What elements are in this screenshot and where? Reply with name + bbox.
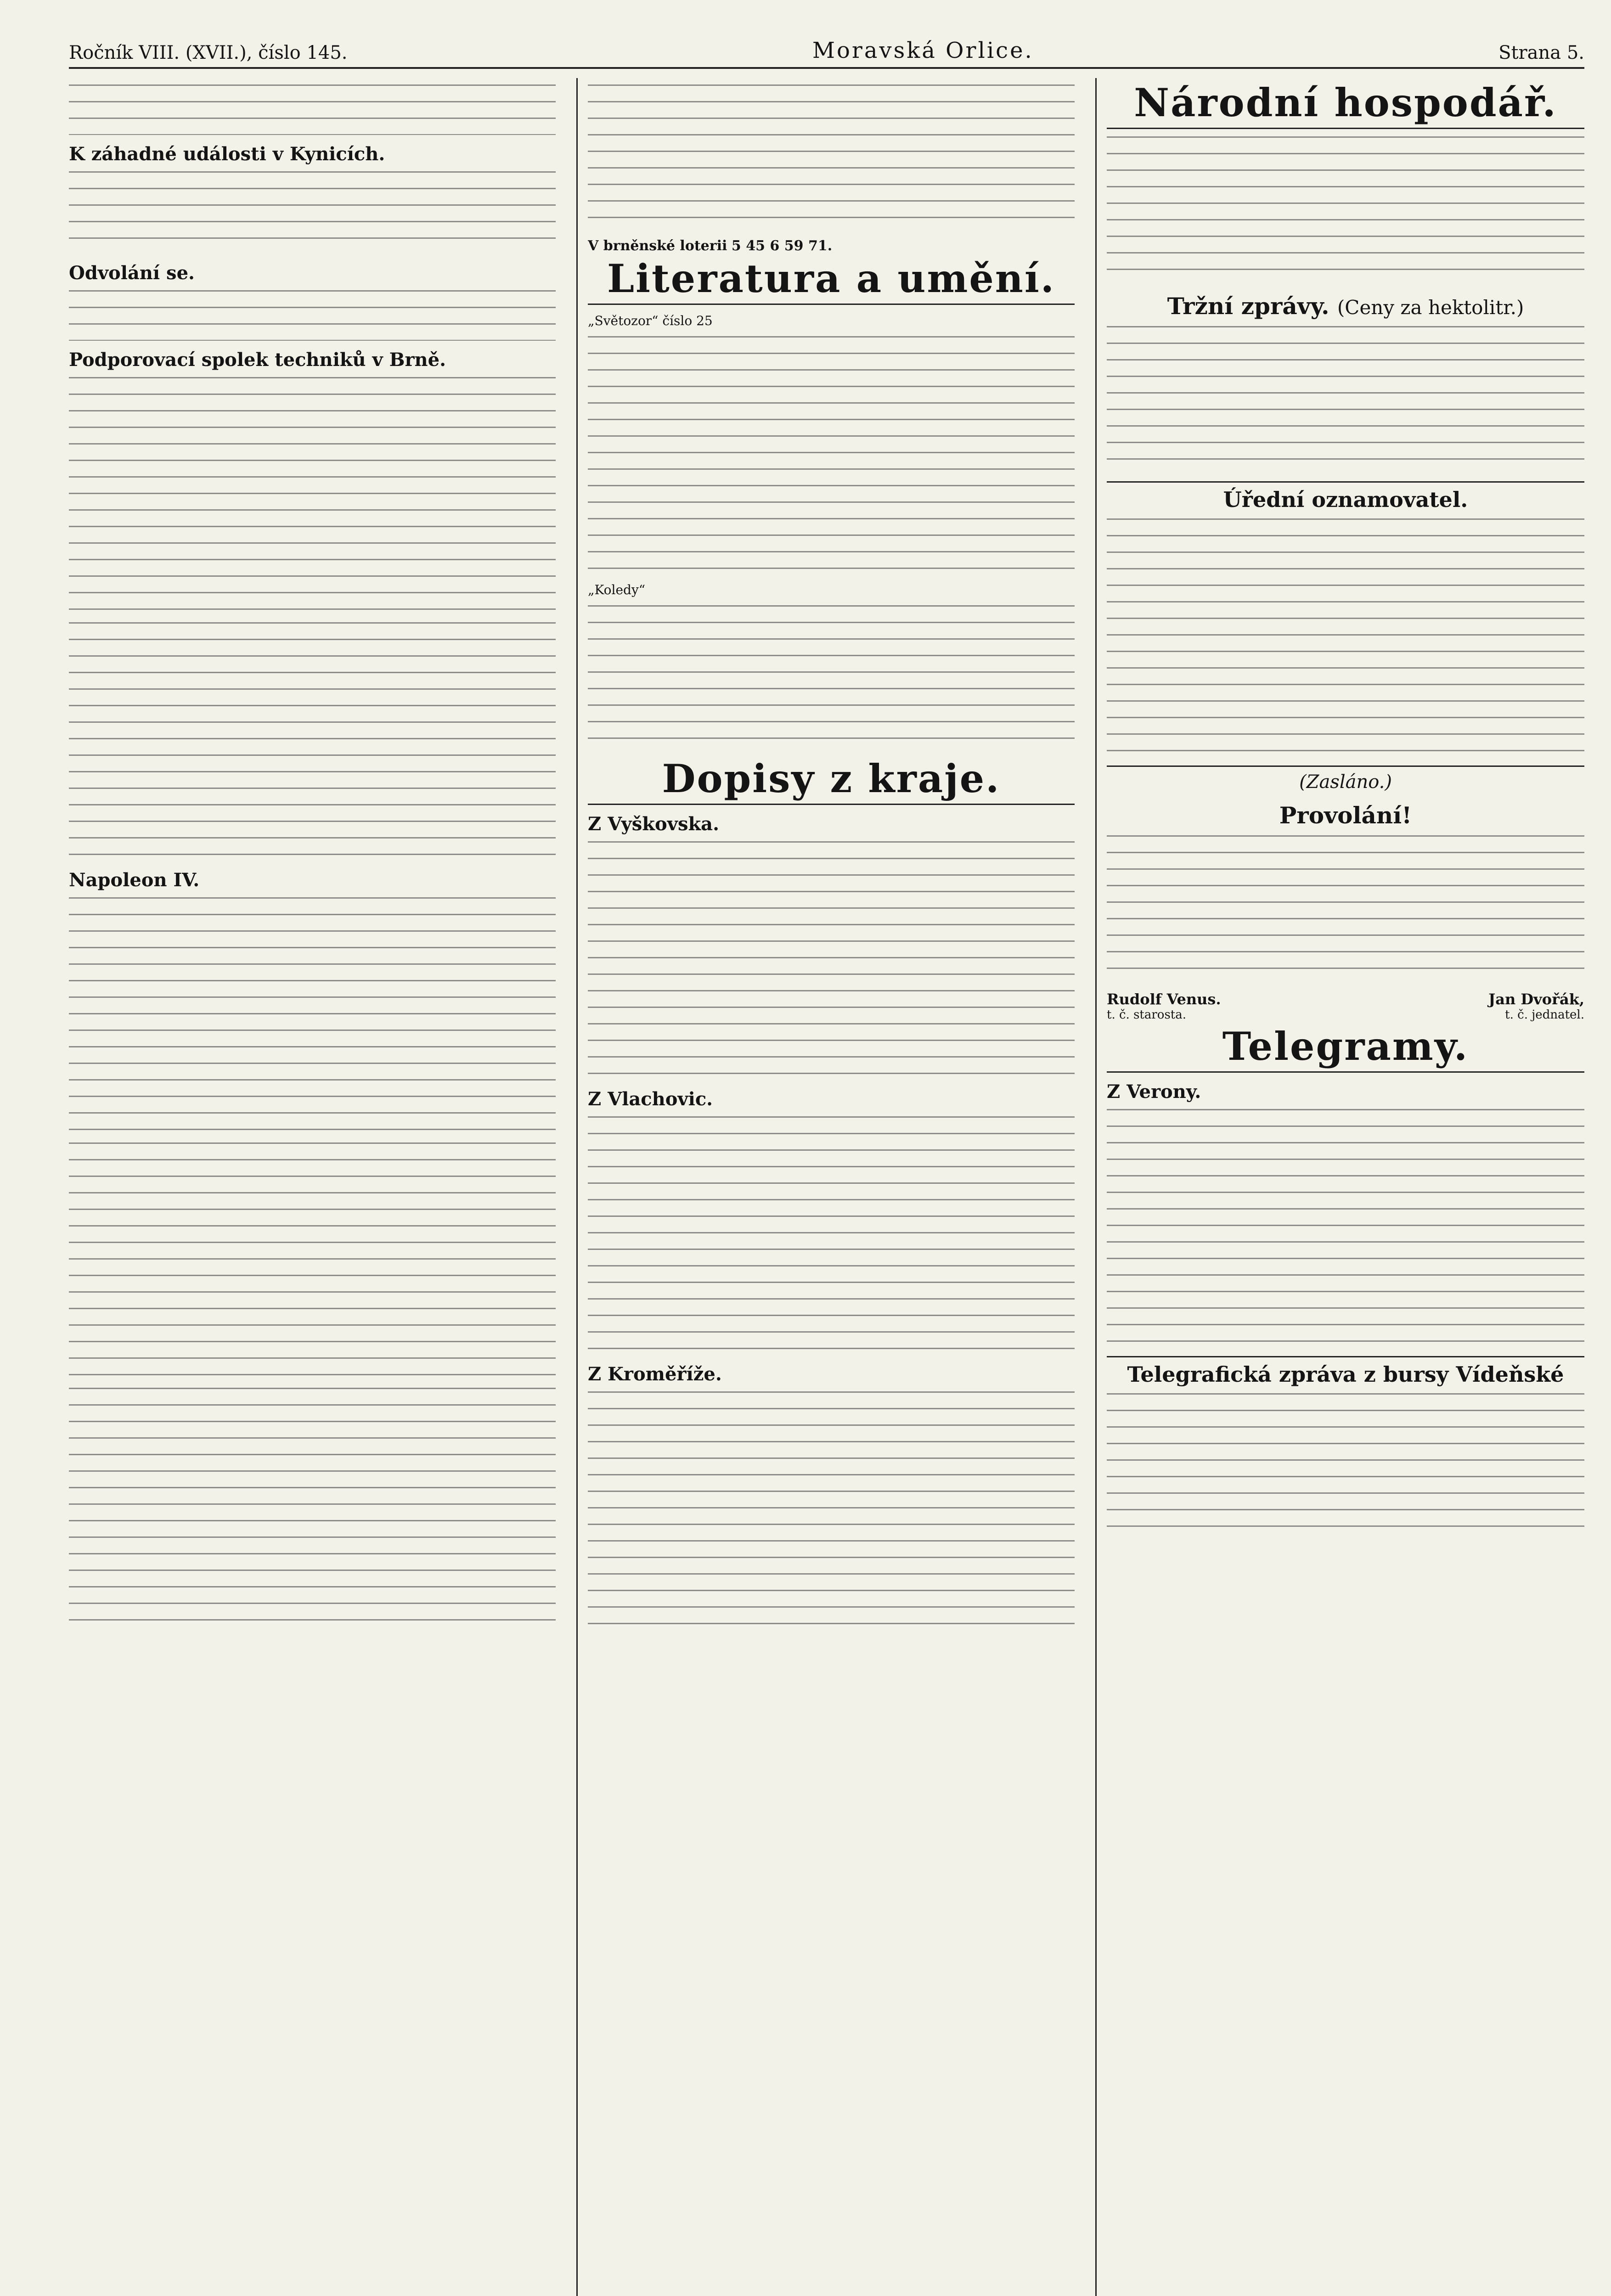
section-heading: Národní hospodář. [1107, 83, 1584, 129]
text-block [588, 336, 1075, 575]
page-header [69, 32, 1584, 69]
text-block [1107, 1393, 1584, 1540]
column-3 [1107, 78, 1584, 2296]
article-heading: Z Vyškovska. [588, 813, 720, 835]
text-block [69, 290, 556, 341]
text-block [588, 1116, 1075, 1355]
column-rule [576, 78, 578, 2296]
text-block [69, 171, 556, 254]
text-block [1107, 518, 1584, 757]
article-heading: Z Verony. [1107, 1081, 1201, 1103]
signature-right: Jan Dvořák, [1488, 990, 1584, 1008]
text-block [1107, 326, 1584, 473]
article-heading: Z Vlachovic. [588, 1088, 713, 1110]
koledy-lead: „Koledy“ [588, 582, 646, 597]
section-heading: Telegrafická zpráva z bursy Vídeňské [1107, 1356, 1584, 1387]
text-block [588, 1391, 1075, 1630]
section-heading: Dopisy z kraje. [588, 759, 1075, 805]
signature-right-role: t. č. jednatel. [1505, 1008, 1584, 1022]
signature-roles [1107, 1008, 1584, 1022]
text-block [69, 84, 556, 135]
lottery-label: V brněnské loterii [588, 238, 727, 254]
text-block [1107, 835, 1584, 982]
market-title: Tržní zprávy. [1167, 293, 1329, 320]
section-heading: Literatura a umění. [588, 259, 1075, 305]
market-heading [1107, 293, 1584, 320]
text-block [1107, 1109, 1584, 1348]
page-number: Strana 5. [1498, 42, 1584, 63]
proclamation-heading: Provolání! [1279, 802, 1412, 829]
text-block [69, 622, 556, 861]
text-block [69, 1388, 556, 1626]
text-block [588, 84, 1075, 231]
newspaper-page [69, 32, 1584, 2296]
masthead-title: Moravská Orlice. [812, 38, 1034, 63]
section-heading: Telegramy. [1107, 1026, 1584, 1073]
column-rule [1095, 78, 1097, 2296]
article-heading: Odvolání se. [69, 262, 195, 284]
columns [69, 78, 1584, 2296]
column-1 [69, 78, 556, 2296]
text-block [69, 1142, 556, 1381]
lottery-numbers: 5 45 6 59 71. [731, 238, 833, 254]
issue-number: Ročník VIII. (XVII.), číslo 145. [69, 42, 348, 63]
section-heading: Úřední oznamovatel. [1107, 481, 1584, 512]
column-2 [588, 78, 1075, 2296]
article-heading: Napoleon IV. [69, 869, 200, 891]
text-block [588, 605, 1075, 752]
lottery-results [588, 238, 1075, 254]
text-block [1107, 136, 1584, 283]
signatures [1107, 990, 1584, 1008]
text-block [588, 841, 1075, 1080]
article-heading: Podporovací spolek techniků v Brně. [69, 349, 446, 371]
signature-left: Rudolf Venus. [1107, 990, 1221, 1008]
svetozor-lead: „Světozor“ číslo 25 [588, 313, 713, 329]
text-block [69, 897, 556, 1136]
article-heading: Z Kroměříže. [588, 1363, 722, 1385]
market-note: (Ceny za hektolitr.) [1337, 296, 1524, 319]
signature-left-role: t. č. starosta. [1107, 1008, 1186, 1022]
text-block [69, 377, 556, 616]
article-heading: K záhadné události v Kynicích. [69, 143, 385, 165]
section-heading: (Zasláno.) [1107, 765, 1584, 793]
